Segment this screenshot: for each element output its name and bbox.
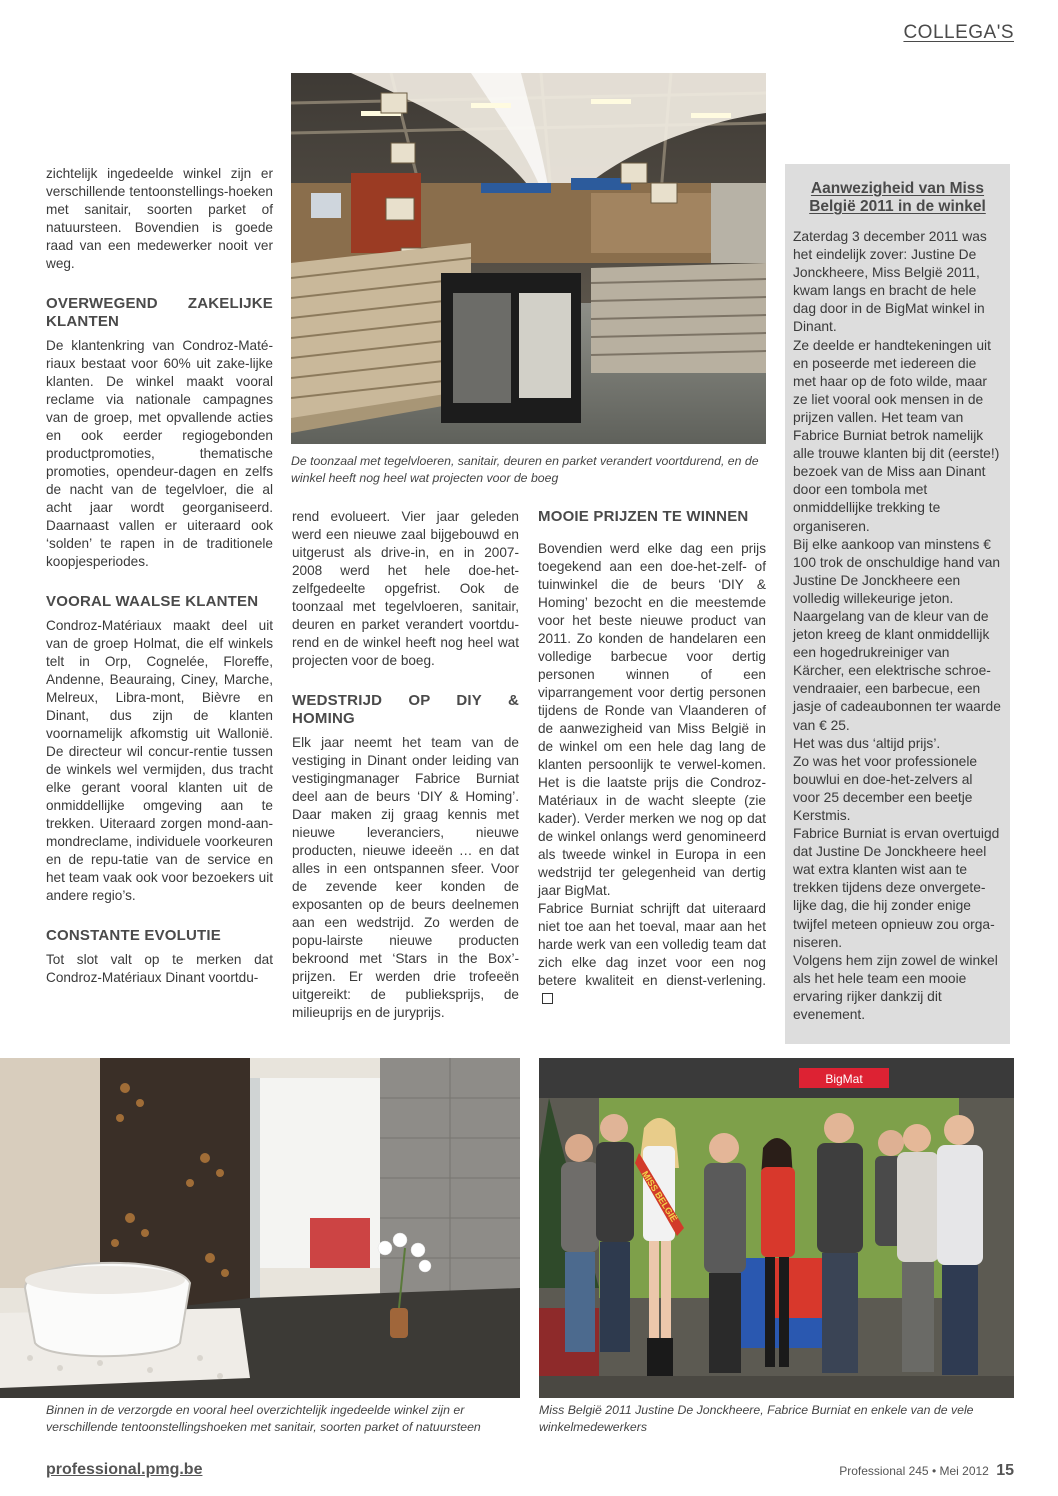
sash-text: MISS BELGIË: [639, 1169, 680, 1224]
sidebar-paragraph: Volgens hem zijn zowel de winkel als het hele team een mooie ervaring rijker dankzij dit evenement.: [793, 952, 998, 1023]
col1-paragraph-1: De klantenkring van Condroz-Maté-riaux bestaat voor 60% uit zake-lijke klanten. De winkel maakt vooral reclame via nationale campagnes van de groep, met opvallende acties en ook eerder regiogebonden productpromoties, thematische promoties, opendeur-dagen en zelfs de nacht van de tegelvloer, die al acht jaar wordt georganiseerd. Daarnaast vallen er uiteraard ook ‘solden’ te rapen in de traditionele koopjesperiodes.: [46, 338, 273, 569]
sidebar-paragraph: Fabrice Burniat is ervan overtuigd dat Justine De Jonckheere heel wat extra klanten wist aan te trekken tijdens deze onvergete-lijke dag, die hij zonder enige twijfel meteen opnieuw zou orga-niseren.: [793, 826, 1000, 950]
heading-vooral-waalse-klanten: VOORAL WAALSE KLANTEN: [46, 593, 259, 610]
col1-paragraph-3: Tot slot valt op te merken dat Condroz-Matériaux Dinant voortdu-: [46, 952, 273, 985]
article-column-3: [538, 508, 766, 1008]
col3-paragraph-2: [538, 900, 766, 1008]
showroom-photo: [291, 73, 766, 444]
footer-issue-info: [839, 1462, 1014, 1480]
sidebar-paragraph: Bij elke aankoop van minstens € 100 trok de onschuldige hand van Justine De Jonckheere een volledig willekeurige jeton.: [793, 536, 1001, 606]
store-sign-text: BigMat: [825, 1072, 863, 1086]
sidebar-paragraph: Naargelang van de kleur van de jeton kreeg de klant onmiddellijk een hogedrukreiniger van Kärcher, een elektrische schroe-vendraaier, een barbecue, een jasje of cadeaubonnen ter waarde van € 25.: [793, 608, 1001, 733]
group-illustration: [539, 1058, 1014, 1398]
footer-issue: Professional 245: [839, 1464, 929, 1478]
bathroom-photo: [0, 1058, 520, 1398]
showroom-illustration: [291, 73, 766, 444]
page-number: 15: [996, 1462, 1014, 1479]
col3-paragraph-1: Bovendien werd elke dag een prijs toegekend aan een doe-het-zelf- of tuinwinkel die de beurs ‘DIY & Homing’ bezocht en die meestemde voor het beste nieuwe product van 2011. Zo konden de handelaren een volledige barbecue voor dertig personen winnen of een viparrangement voor dertig personen tijdens de Ronde van Vlaanderen of de aanwezigheid van Miss België in de winkel om een hele dag lang de klanten persoonlijk te verwel-komen. Het is die laatste prijs die Condroz-Matériaux in de wacht sleepte (zie kader). Verder merken we nog op dat de winkel onlangs werd genomineerd als tweede winkel in Europa in een wedstrijd ter gelegenheid van dertig jaar BigMat.: [538, 541, 766, 898]
sidebar-title: Aanwezigheid van Miss België 2011 in de winkel: [809, 180, 986, 215]
bottom-left-photo-caption: Binnen in de verzorgde en vooral heel overzichtelijk ingedeelde winkel zijn er verschillende tentoonstellingshoeken met sanitair, soorten parket of natuursteen: [46, 1403, 481, 1434]
end-mark-square-icon: [542, 993, 553, 1004]
sidebar-paragraph: Zaterdag 3 december 2011 was het eindelijk zover: Justine De Jonckheere, Miss België 2011, kwam langs en bracht de hele dag door in de BigMat winkel in Dinant.: [793, 229, 987, 335]
footer-website[interactable]: professional.pmg.be: [46, 1461, 203, 1478]
sidebar-paragraph: Ze deelde er handtekeningen uit en poseerde met iedereen die met haar op de foto wilde, maar ze liet vooral ook mensen in de prijzen vallen. Het team van Fabrice Burniat betrok namelijk alle trouwe klanten bij dit (eerste!) bezoek van de Miss aan Dinant door een tombola met onmiddellijke trekking te organiseren.: [793, 337, 1000, 534]
col2-paragraph-2: Elk jaar neemt het team van de vestiging in Dinant onder leiding van vestigingmanager Fabrice Burniat deel aan de beurs ‘DIY & Homing’. Daar maken zij graag kennis met nieuwe leveranciers, nieuwe producten, nieuwe ideeën … en dat alles in een ontspannen sfeer. Voor de zevende keer konden de exposanten op de beurs deelnemen aan een wedstrijd. Zo werden de popu-lairste nieuwe producten bekroond met ‘Stars in the Box’-prijzen. Er werden drie trofeeën uitgereikt: de publieksprijs, de milieuprijs en de juryprijs.: [292, 735, 519, 1020]
col1-intro: zichtelijk ingedeelde winkel zijn er verschillende tentoonstellings-hoeken met sanitair, soorten parket of natuursteen. Bovendien is goede raad van een medewerker nooit ver weg.: [46, 166, 273, 271]
col2-paragraph-1: rend evolueert. Vier jaar geleden werd een nieuwe zaal bijgebouwd en uitgerust als drive-in, en in 2007-2008 werd het hele doe-het-zelfgedeelte opgefrist. Ook de toonzaal met tegelvloeren, sanitair, deuren en parket verandert voortdu-rend en de winkel heeft nog heel wat projecten voor de boeg.: [292, 509, 519, 668]
top-photo-caption: De toonzaal met tegelvloeren, sanitair, deuren en parket verandert voortdurend, en de winkel heeft nog heel wat projecten voor de boeg: [291, 454, 759, 485]
col3-paragraph-2-text: Fabrice Burniat schrijft dat uiteraard niet toe aan het toeval, maar aan het harde werk van een volledig team dat zich elke dag inzet voor een nog betere kwaliteit en dienst-verlening.: [538, 901, 766, 988]
section-tag: COLLEGA'S: [903, 22, 1014, 43]
heading-wedstrijd-diy-homing: WEDSTRIJD OP DIY & HOMING: [292, 692, 519, 727]
footer-date: Mei 2012: [939, 1464, 989, 1478]
bottom-right-photo-caption: Miss België 2011 Justine De Jonckheere, Fabrice Burniat en enkele van de vele winkelmedewerkers: [539, 1403, 974, 1434]
sidebar-box-miss-belgie: [785, 164, 1010, 1044]
article-column-2: [292, 508, 519, 1022]
group-photo: [539, 1058, 1014, 1398]
heading-mooie-prijzen: MOOIE PRIJZEN TE WINNEN: [538, 508, 749, 525]
heading-constante-evolutie: CONSTANTE EVOLUTIE: [46, 927, 221, 944]
heading-overwegend-zakelijke-klanten: OVERWEGEND ZAKELIJKE KLANTEN: [46, 295, 273, 330]
sidebar-paragraph: Het was dus ‘altijd prijs’.: [793, 735, 941, 751]
col1-paragraph-2: Condroz-Matériaux maakt deel uit van de groep Holmat, die elf winkels telt in Orp, Cognelée, Floreffe, Andenne, Beauraing, Ciney, Marche, Melreux, Libra-mont, Bièvre en Dinant, dus zijn de klanten voornamelijk afkomstig uit Wallonië. De directeur wil concur-rentie tussen de winkels wel vermijden, dus tracht elke gerant vooral klanten uit de onmiddellijke omgeving aan te trekken. Uiteraard zorgen mond-aan-mondreclame, individuele voorkeuren en de repu-tatie van de service en het team vaak ook voor bezoekers uit andere regio’s.: [46, 618, 273, 903]
article-column-1: [46, 165, 273, 987]
footer-bullet: •: [931, 1464, 937, 1478]
sidebar-text: [793, 228, 1002, 1024]
sidebar-paragraph: Zo was het voor professionele bouwlui en doe-het-zelvers al voor 25 december een beetje Kerstmis.: [793, 753, 978, 823]
bathroom-illustration: [0, 1058, 520, 1398]
